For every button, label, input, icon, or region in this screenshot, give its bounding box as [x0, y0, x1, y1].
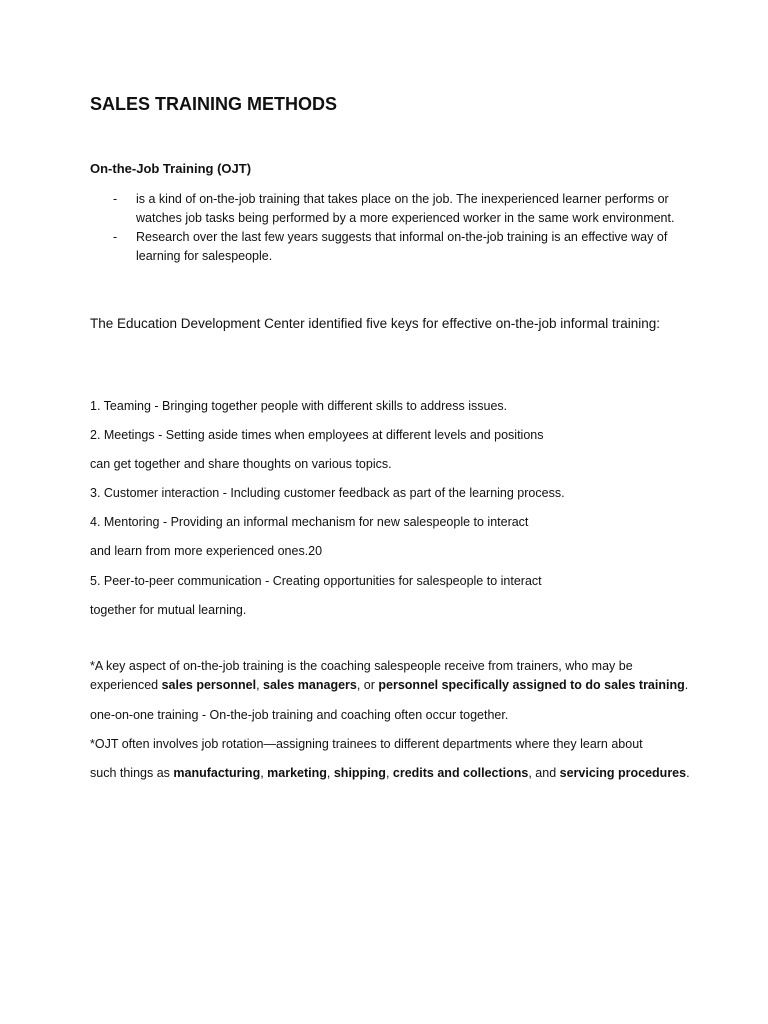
intro-paragraph: The Education Development Center identified five keys for effective on-the-job informal training: — [90, 316, 661, 331]
emphasis-sales-personnel: sales personnel — [161, 678, 257, 692]
rotation-text: such things as — [90, 766, 174, 780]
key-teaming: 1. Teaming - Bringing together people with different skills to address issues. — [90, 399, 508, 413]
coaching-note-text: , or — [356, 678, 379, 692]
coaching-note-text: , — [256, 678, 264, 692]
ojt-bullet-list — [0, 190, 768, 266]
rotation-text: , and — [528, 766, 560, 780]
key-mentoring-continued: and learn from more experienced ones.20 — [90, 544, 323, 558]
bullet-text: Research over the last few years suggests that informal on-the-job training is an effective way of learning for salespeople. — [136, 230, 668, 263]
emphasis-marketing: marketing — [267, 766, 327, 780]
job-rotation-note: *OJT often involves job rotation—assigning trainees to different departments where they learn about — [90, 737, 643, 751]
bullet-text: is a kind of on-the-job training that takes place on the job. The inexperienced learner performs or watches job tasks being performed by a more experienced worker in the same work environment. — [136, 192, 675, 225]
coaching-note — [90, 657, 690, 695]
key-customer-interaction: 3. Customer interaction - Including customer feedback as part of the learning process. — [90, 486, 565, 500]
rotation-text: , — [260, 766, 268, 780]
rotation-text: , — [326, 766, 334, 780]
key-mentoring: 4. Mentoring - Providing an informal mechanism for new salespeople to interact — [90, 515, 529, 529]
emphasis-shipping: shipping — [333, 766, 386, 780]
page-title: SALES TRAINING METHODS — [90, 94, 338, 114]
list-item — [0, 190, 768, 228]
emphasis-assigned-personnel: personnel specifically assigned to do sales training — [378, 678, 685, 692]
emphasis-manufacturing: manufacturing — [173, 766, 261, 780]
rotation-text: , — [385, 766, 393, 780]
key-peer-to-peer-continued: together for mutual learning. — [90, 603, 247, 617]
key-meetings-continued: can get together and share thoughts on various topics. — [90, 457, 392, 471]
key-meetings: 2. Meetings - Setting aside times when employees at different levels and positions — [90, 428, 544, 442]
bullet-marker: - — [113, 192, 118, 206]
list-item — [0, 228, 768, 266]
emphasis-sales-managers: sales managers — [263, 678, 357, 692]
rotation-text: . — [686, 766, 690, 780]
job-rotation-note-continued — [90, 764, 690, 783]
coaching-note-text: *A key aspect of on-the-job training is the coaching salespeople receive from trainers, who may be experienced — [90, 659, 633, 692]
one-on-one-note: one-on-one training - On-the-job training and coaching often occur together. — [90, 708, 509, 722]
coaching-note-text: . — [684, 678, 689, 692]
bullet-marker: - — [113, 230, 118, 244]
emphasis-servicing-procedures: servicing procedures — [559, 766, 687, 780]
section-heading-ojt: On-the-Job Training (OJT) — [90, 161, 252, 176]
key-peer-to-peer: 5. Peer-to-peer communication - Creating opportunities for salespeople to interact — [90, 574, 542, 588]
emphasis-credits-and-collections: credits and collections — [392, 766, 529, 780]
